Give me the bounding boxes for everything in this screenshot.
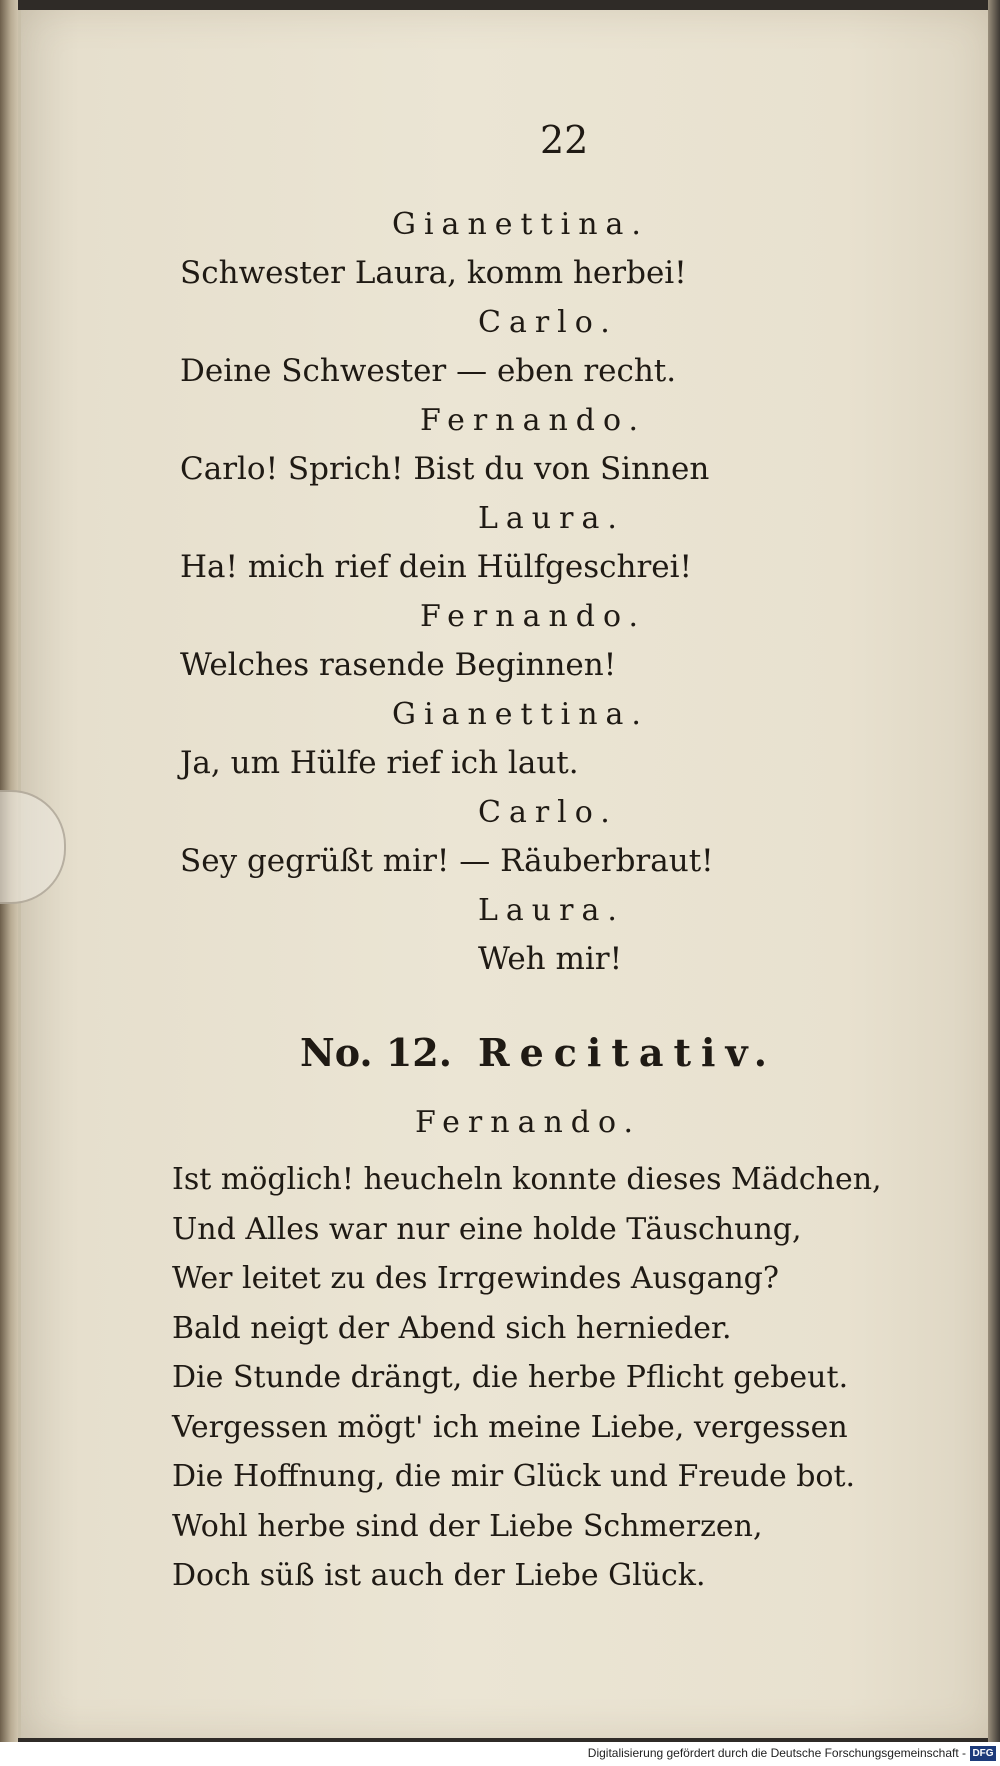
dialogue-block xyxy=(180,200,880,984)
dialogue-line: Deine Schwester — eben recht. xyxy=(180,353,677,389)
recitative-speaker: Fernando. xyxy=(415,1105,642,1140)
recitative-line: Vergessen mögt' ich meine Liebe, vergessen xyxy=(172,1409,848,1445)
recitative-line: Wohl herbe sind der Liebe Schmerzen, xyxy=(172,1508,763,1544)
recitative-line: Doch süß ist auch der Liebe Glück. xyxy=(172,1558,706,1593)
recitative-line: Ist möglich! heucheln konnte dieses Mädchen, xyxy=(172,1162,882,1197)
recitative-line: Und Alles war nur eine holde Täuschung, xyxy=(172,1211,802,1247)
speaker-name: Fernando. xyxy=(420,403,647,438)
page-edge xyxy=(988,0,1000,1766)
speaker-name: Laura. xyxy=(478,501,625,536)
recitative-line: Wer leitet zu des Irrgewindes Ausgang? xyxy=(172,1261,779,1296)
dfg-logo-icon: DFG xyxy=(970,1746,996,1761)
dialogue-line: Welches rasende Beginnen! xyxy=(180,647,617,683)
section-number: No. 12. xyxy=(300,1030,452,1075)
recitative-line: Bald neigt der Abend sich hernieder. xyxy=(172,1310,732,1346)
dialogue-line: Schwester Laura, komm herbei! xyxy=(180,255,687,291)
digitization-footer xyxy=(0,1742,1000,1766)
speaker-name: Fernando. xyxy=(420,599,647,634)
dialogue-line: Ja, um Hülfe rief ich laut. xyxy=(180,745,579,781)
speaker-name: Gianettina. xyxy=(392,207,649,242)
speaker-name: Laura. xyxy=(478,893,625,928)
recitative-block xyxy=(172,1155,882,1601)
dialogue-line: Sey gegrüßt mir! — Räuberbraut! xyxy=(180,843,714,879)
section-title: Recitativ. xyxy=(477,1030,777,1075)
dialogue-line: Carlo! Sprich! Bist du von Sinnen xyxy=(180,451,710,487)
dialogue-line: Weh mir! xyxy=(478,941,623,977)
section-heading xyxy=(300,1030,777,1075)
funding-credit: Digitalisierung gefördert durch die Deutsche Forschungsgemeinschaft - xyxy=(587,1746,966,1760)
speaker-name: Gianettina. xyxy=(392,697,649,732)
speaker-name: Carlo. xyxy=(478,795,618,830)
recitative-line: Die Stunde drängt, die herbe Pflicht gebeut. xyxy=(172,1360,849,1395)
speaker-name: Carlo. xyxy=(478,305,618,340)
page-number: 22 xyxy=(540,118,589,162)
recitative-line: Die Hoffnung, die mir Glück und Freude bot. xyxy=(172,1459,856,1494)
dialogue-line: Ha! mich rief dein Hülfgeschrei! xyxy=(180,549,692,585)
